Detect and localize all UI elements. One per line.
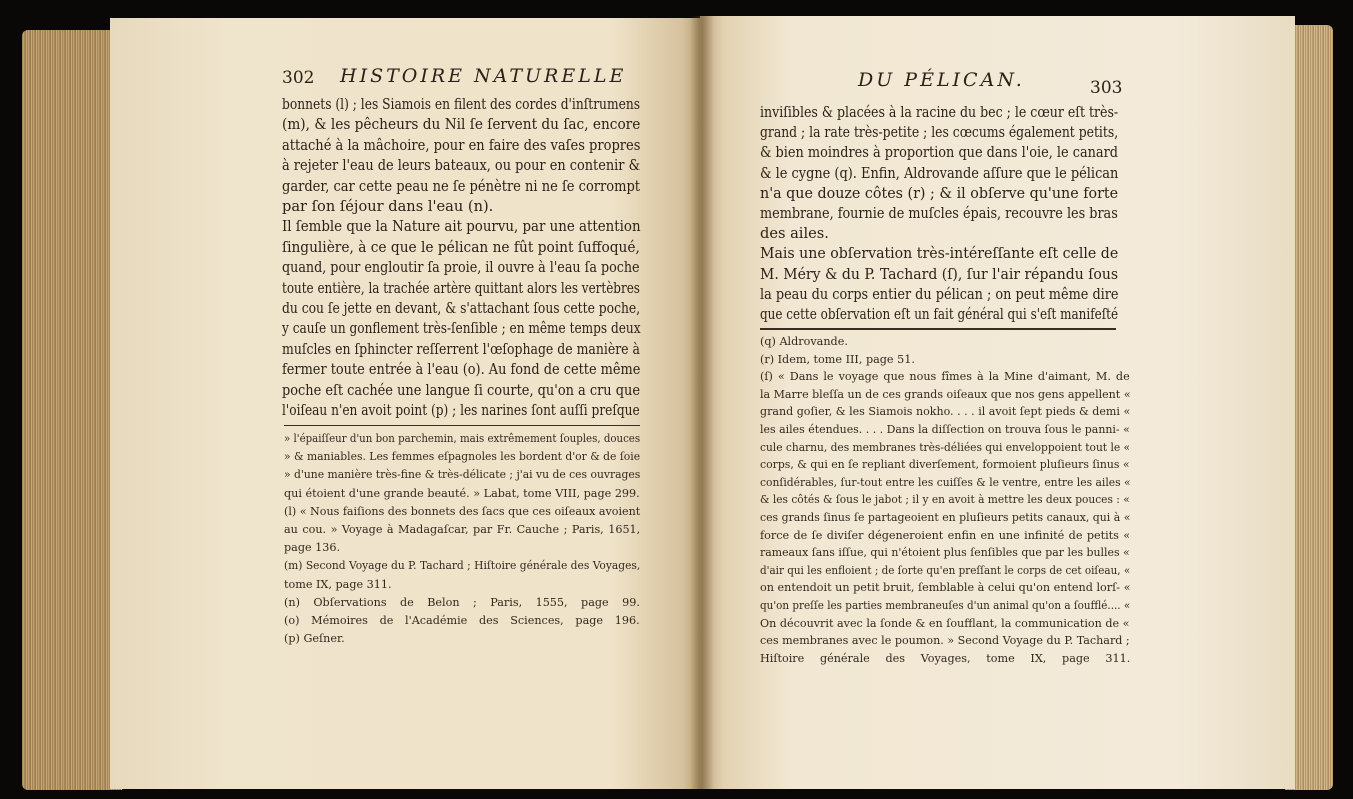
text-line: M. Méry & du P. Tachard (ſ), ſur l'air répandu ſous xyxy=(760,265,1119,283)
footnote-line: tome IX, page 311. xyxy=(284,577,392,591)
text-line: que cette obſervation eſt un fait général qui s'eſt manifeſté xyxy=(760,306,1119,323)
left-footnote-rule xyxy=(284,425,640,426)
footnote-line: au cou. » Voyage à Madagaſcar, par Fr. Cauche ; Paris, 1651, xyxy=(284,523,641,536)
right-running-head: DU PÉLICAN. xyxy=(858,69,1025,91)
text-line: la peau du corps entier du pélican ; on peut même dire xyxy=(760,285,1119,303)
footnote-line: (q) Aldrovande. xyxy=(760,335,848,348)
text-line: poche eſt cachée une langue ſi courte, qu'on a cru que xyxy=(282,381,640,399)
footnote-line: conſidérables, ſur-tout entre les cuiſſes & le ventre, entre les ailes « xyxy=(760,475,1131,489)
right-page-number: 303 xyxy=(1090,78,1123,98)
text-line: des ailes. xyxy=(760,225,829,243)
text-line: par ſon ſéjour dans l'eau (n). xyxy=(282,198,494,215)
footnote-line: On découvrit avec la ſonde & en ſoufflant, la communication de « xyxy=(760,616,1130,630)
footnote-line: qu'on preſſe les parties membraneuſes d'un animal qu'on a ſoufflé.... « xyxy=(760,599,1131,612)
text-line: grand ; la rate très-petite ; les cœcums également petits, xyxy=(760,124,1119,142)
footnote-line: corps, & qui en ſe repliant diverſement, formoient pluſieurs ſinus « xyxy=(760,458,1130,472)
text-line: muſcles en ſphincter reſſerrent l'œſophage de manière à xyxy=(282,340,640,358)
footnote-line: (ſ) « Dans le voyage que nous fîmes à la Mine d'aimant, M. de xyxy=(760,370,1130,384)
text-line: ſingulière, à ce que le pélican ne fût point ſuffoqué, xyxy=(282,238,640,256)
left-running-head: HISTOIRE NATURELLE xyxy=(340,65,627,87)
text-line: attaché à la mâchoire, pour en faire des vaſes propres xyxy=(282,136,641,154)
text-line: membrane, fournie de muſcles épais, recouvre les bras xyxy=(760,205,1118,222)
text-line: Il ſemble que la Nature ait pourvu, par une attention xyxy=(282,218,641,236)
book-spread xyxy=(0,10,1353,789)
text-line: quand, pour engloutir ſa proie, il ouvre à l'eau ſa poche xyxy=(282,259,640,277)
footnote-line: rameaux ſans iſſue, qui n'étoient plus ſenſibles que par les bulles « xyxy=(760,546,1130,560)
text-line: y cauſe un gonflement très-ſenſible ; en même temps deux xyxy=(282,320,641,338)
footnote-line: (r) Idem, tome III, page 51. xyxy=(760,352,915,366)
text-line: Mais une obſervation très-intéreſſante eſt celle de xyxy=(760,245,1119,263)
text-line: & bien moindres à proportion que dans l'oie, le canard xyxy=(760,144,1118,162)
footnote-line: ces grands ſinus ſe partageoient en pluſieurs petits canaux, qui à « xyxy=(760,511,1131,524)
footnote-line: qui étoient d'une grande beauté. » Labat, tome VIII, page 299. xyxy=(284,486,640,500)
footnote-line: » & maniables. Les femmes eſpagnoles les bordent d'or & de ſoie xyxy=(284,450,641,464)
footnote-line: page 136. xyxy=(284,541,341,555)
footnote-line: (m) Second Voyage du P. Tachard ; Hiſtoire générale des Voyages, xyxy=(284,559,641,573)
footnote-line: ces membranes avec le poumon. » Second Voyage du P. Tachard ; xyxy=(760,634,1130,648)
footnote-line: (l) « Nous faiſions des bonnets des ſacs que ces oiſeaux avoient xyxy=(284,504,641,518)
footnote-line: grand goſier, & les Siamois nokho. . . . il avoit ſept pieds & demi « xyxy=(760,405,1131,419)
footnote-line: on entendoit un petit bruit, ſemblable à celui qu'on entend lorſ- « xyxy=(760,581,1131,595)
text-line: bonnets (l) ; les Siamois en filent des cordes d'inſtrumens xyxy=(282,96,641,113)
left-page-number: 302 xyxy=(282,68,315,88)
text-line: à rejeter l'eau de leurs bateaux, ou pour en contenir & xyxy=(282,157,641,175)
footnote-line: (o) Mémoires de l'Académie des Sciences, page 196. xyxy=(284,614,640,627)
text-line: l'oiſeau n'en avoit point (p) ; les narines ſont auſſi preſque xyxy=(282,402,640,419)
text-line: fermer toute entrée à l'eau (o). Au fond de cette même xyxy=(282,361,641,379)
footnote-line: » d'une manière très-fine & très-délicate ; j'ai vu de ces ouvrages xyxy=(284,468,641,482)
text-line: & le cygne (q). Enfin, Aldrovande aſſure que le pélican xyxy=(760,164,1119,182)
footnote-line: cule charnu, des membranes très-déliées qui enveloppoient tout le « xyxy=(760,440,1131,454)
text-line: toute entière, la trachée artère quittant alors les vertèbres xyxy=(282,279,640,297)
text-line: n'a que douze côtes (r) ; & il obſerve qu'une forte xyxy=(760,184,1119,202)
text-line: inviſibles & placées à la racine du bec ; le cœur eſt très- xyxy=(760,104,1119,121)
right-footnote-rule xyxy=(760,328,1116,330)
footnote-line: (n) Obſervations de Belon ; Paris, 1555, page 99. xyxy=(284,595,640,609)
footnote-line: » l'épaiſſeur d'un bon parchemin, mais extrêmement ſouples, douces xyxy=(284,432,641,445)
footnote-line: les ailes étendues. . . . Dans la diſſection on trouva ſous le panni- « xyxy=(760,423,1130,436)
footnote-line: (p) Geſner. xyxy=(284,632,345,646)
text-line: garder, car cette peau ne ſe pénètre ni ne ſe corrompt xyxy=(282,177,641,195)
book-gutter xyxy=(690,16,714,789)
text-line: (m), & les pêcheurs du Nil ſe ſervent du ſac, encore xyxy=(282,116,641,134)
footnote-line: Hiſtoire générale des Voyages, tome IX, page 311. xyxy=(760,651,1131,665)
footnote-line: force de ſe diviſer dégeneroient enfin en une infinité de petits « xyxy=(760,528,1131,542)
footnote-line: la Marre bleſſa un de ces grands oiſeaux que nos gens appellent « xyxy=(760,387,1131,401)
footnote-line: & les côtés & ſous le jabot ; il y en avoit à mettre les deux pouces : « xyxy=(760,493,1130,507)
left-page-edges xyxy=(22,30,122,790)
text-line: du cou ſe jette en devant, & s'attachant ſous cette poche, xyxy=(282,300,641,317)
footnote-line: d'air qui les enfloient ; de ſorte qu'en preſſant le corps de cet oiſeau, « xyxy=(760,563,1131,577)
